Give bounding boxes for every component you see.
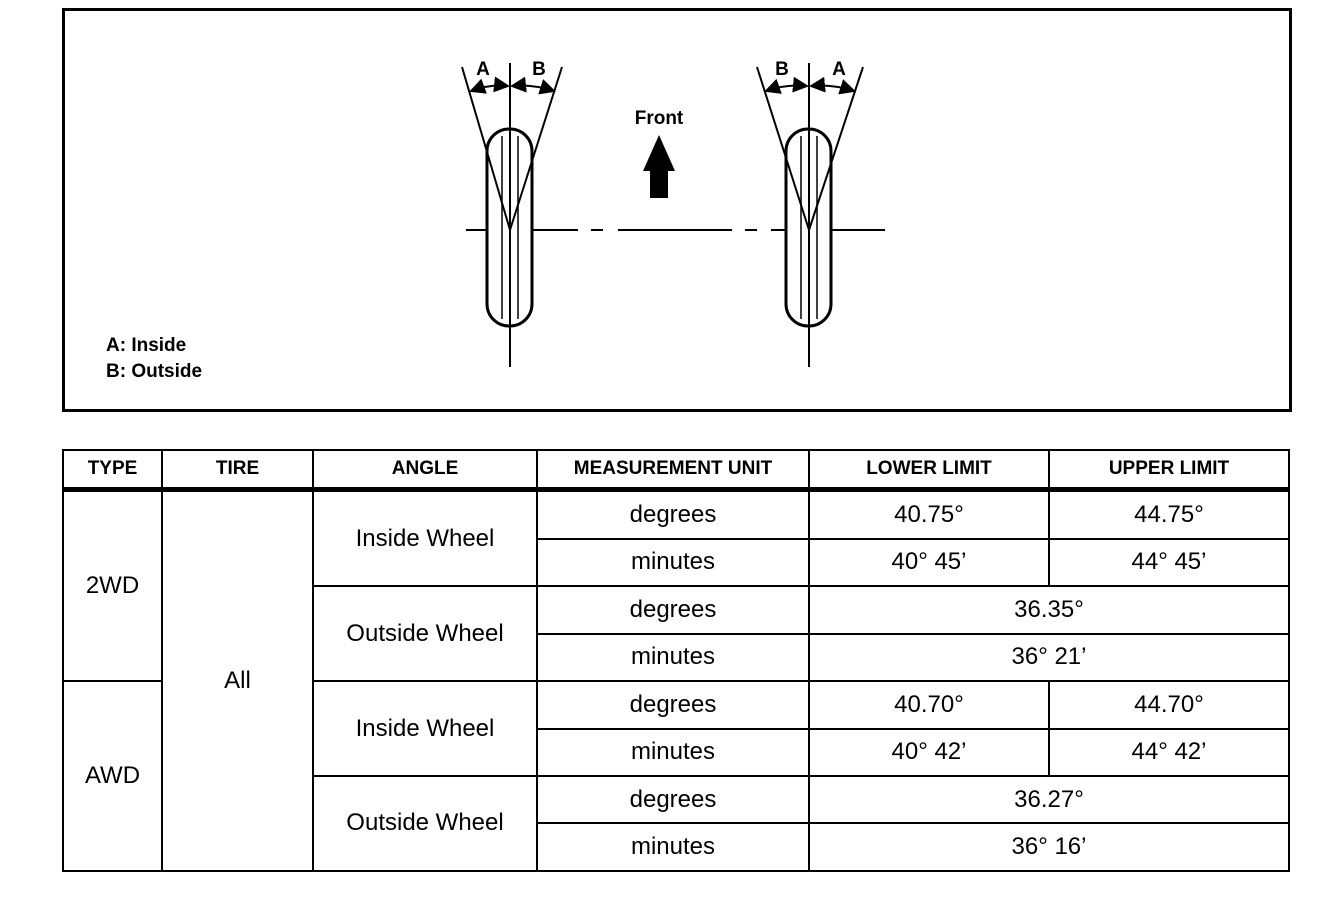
table-row — [63, 490, 1289, 539]
value-cell: 36.35° — [809, 586, 1289, 633]
header-lower-limit: LOWER LIMIT — [809, 450, 1049, 490]
right-label-b: B — [775, 59, 789, 80]
legend-inside: A: Inside — [106, 335, 187, 356]
unit-cell: degrees — [537, 776, 809, 823]
header-upper-limit: UPPER LIMIT — [1049, 450, 1289, 490]
angle-cell: Inside Wheel — [313, 681, 537, 776]
value-cell: 36.27° — [809, 776, 1289, 823]
diagram-legend — [106, 333, 202, 385]
header-angle: ANGLE — [313, 450, 537, 490]
value-cell: 36° 21’ — [809, 634, 1289, 681]
unit-cell: minutes — [537, 634, 809, 681]
unit-cell: minutes — [537, 729, 809, 776]
upper-limit-cell: 44.75° — [1049, 490, 1289, 539]
upper-limit-cell: 44.70° — [1049, 681, 1289, 728]
unit-cell: degrees — [537, 490, 809, 539]
legend-outside: B: Outside — [106, 361, 203, 382]
header-measurement-unit: MEASUREMENT UNIT — [537, 450, 809, 490]
angle-cell: Outside Wheel — [313, 586, 537, 681]
lower-limit-cell: 40.70° — [809, 681, 1049, 728]
lower-limit-cell: 40° 42’ — [809, 729, 1049, 776]
upper-limit-cell: 44° 45’ — [1049, 539, 1289, 586]
front-label: Front — [634, 108, 684, 129]
lower-limit-cell: 40° 45’ — [809, 539, 1049, 586]
unit-cell: degrees — [537, 681, 809, 728]
left-wheel — [462, 63, 562, 367]
lower-limit-cell: 40.75° — [809, 490, 1049, 539]
table-header-row — [63, 450, 1289, 490]
header-type: TYPE — [63, 450, 162, 490]
steering-angle-diagram — [62, 8, 1292, 412]
left-label-b: B — [532, 59, 546, 80]
unit-cell: degrees — [537, 586, 809, 633]
right-label-a: A — [832, 59, 846, 80]
unit-cell: minutes — [537, 823, 809, 871]
header-tire: TIRE — [162, 450, 313, 490]
wheel-diagram-svg — [65, 11, 1289, 409]
type-cell: AWD — [63, 681, 162, 871]
front-arrow-icon — [643, 135, 675, 198]
unit-cell: minutes — [537, 539, 809, 586]
steering-angle-spec-table — [62, 449, 1290, 872]
tire-cell: All — [162, 490, 313, 871]
angle-cell: Inside Wheel — [313, 490, 537, 586]
value-cell: 36° 16’ — [809, 823, 1289, 871]
type-cell: 2WD — [63, 490, 162, 681]
angle-cell: Outside Wheel — [313, 776, 537, 871]
left-label-a: A — [476, 59, 490, 80]
upper-limit-cell: 44° 42’ — [1049, 729, 1289, 776]
right-wheel — [757, 63, 863, 367]
